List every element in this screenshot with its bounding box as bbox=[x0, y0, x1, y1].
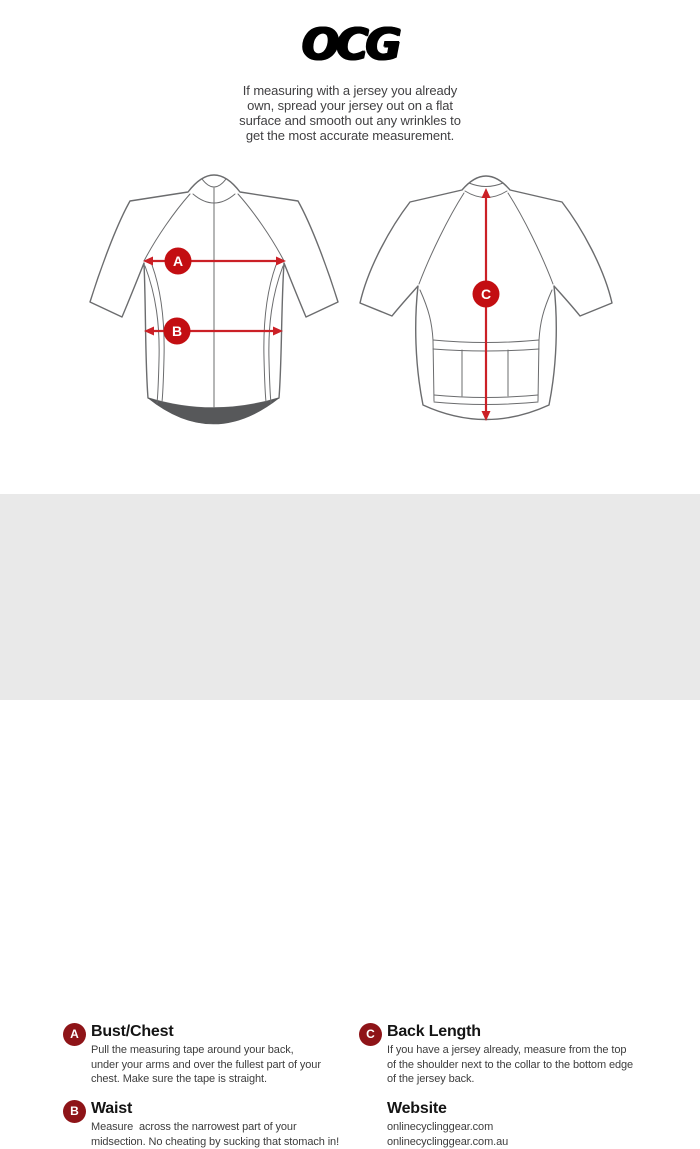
legend-text-line: under your arms and over the fullest part of your bbox=[91, 1058, 321, 1073]
marker-a-badge bbox=[165, 248, 192, 275]
legend-text-line: of the shoulder next to the collar to the bottom edge bbox=[387, 1058, 633, 1073]
website-info bbox=[387, 1099, 508, 1149]
legend-title-waist: Waist bbox=[91, 1099, 339, 1119]
measuring-instructions bbox=[0, 83, 700, 143]
legend-item-back-length bbox=[359, 1022, 633, 1087]
svg-text:B: B bbox=[172, 323, 182, 339]
legend-marker-a: A bbox=[63, 1023, 86, 1046]
legend-panel bbox=[0, 494, 700, 700]
legend-marker-b: B bbox=[63, 1100, 86, 1123]
jersey-back-view bbox=[360, 176, 612, 421]
marker-c-badge bbox=[473, 281, 500, 308]
legend-text-line: Pull the measuring tape around your back, bbox=[91, 1043, 321, 1058]
website-url: onlinecyclinggear.com bbox=[387, 1120, 508, 1135]
website-heading: Website bbox=[387, 1099, 508, 1119]
instructions-line: own, spread your jersey out on a flat bbox=[0, 98, 700, 113]
svg-text:C: C bbox=[481, 286, 491, 302]
instructions-line: surface and smooth out any wrinkles to bbox=[0, 113, 700, 128]
legend-item-waist bbox=[63, 1099, 339, 1149]
legend-marker-c: C bbox=[359, 1023, 382, 1046]
legend-text-line: of the jersey back. bbox=[387, 1072, 633, 1087]
svg-text:A: A bbox=[173, 253, 183, 269]
legend-text-line: midsection. No cheating by sucking that stomach in! bbox=[91, 1135, 339, 1149]
jersey-measurement-diagram bbox=[60, 160, 640, 470]
website-url: onlinecyclinggear.com.au bbox=[387, 1135, 508, 1149]
jersey-front-view bbox=[90, 175, 338, 424]
legend-item-bust-chest bbox=[63, 1022, 321, 1087]
legend-title-bust-chest: Bust/Chest bbox=[91, 1022, 321, 1042]
brand-logo: OCG bbox=[0, 22, 700, 68]
legend-text-line: chest. Make sure the tape is straight. bbox=[91, 1072, 321, 1087]
marker-b-badge bbox=[164, 318, 191, 345]
legend-text-line: Measure across the narrowest part of your bbox=[91, 1120, 339, 1135]
instructions-line: get the most accurate measurement. bbox=[0, 128, 700, 143]
legend-text-line: If you have a jersey already, measure from the top bbox=[387, 1043, 633, 1058]
legend-title-back-length: Back Length bbox=[387, 1022, 633, 1042]
instructions-line: If measuring with a jersey you already bbox=[0, 83, 700, 98]
